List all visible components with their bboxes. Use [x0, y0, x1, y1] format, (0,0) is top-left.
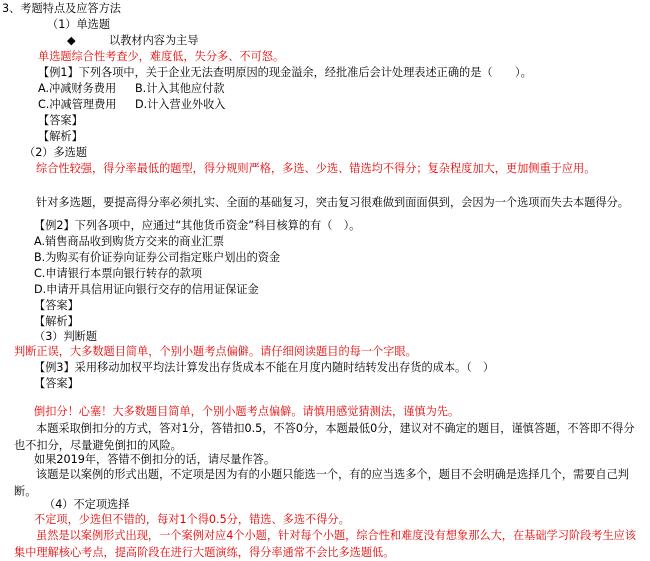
true-false-title: （3）判断题	[34, 330, 98, 343]
example-2-analysis: 【解析】	[34, 315, 79, 328]
indefinite-choice-title: （4）不定项选择	[44, 498, 130, 511]
example-3-answer: 【答案】	[34, 377, 79, 390]
example-2-option-c: C.申请银行本票向银行转存的款项	[34, 267, 202, 280]
example-1-option-c: C.冲减管理费用	[38, 98, 117, 111]
example-1-question: 【例1】下列各项中，关于企业无法查明原因的现金溢余，经批准后会计处理表述正确的是（ ）。	[38, 66, 532, 79]
example-2-answer: 【答案】	[34, 299, 79, 312]
example-1-option-b: B.计入其他应付款	[135, 82, 225, 95]
example-1-option-d: D.计入营业外收入	[135, 98, 226, 111]
year-2019-paragraph: 如果2019年，答错不倒扣分的话，请尽量作答。	[34, 453, 276, 466]
section-heading: 3、考题特点及应答方法	[2, 2, 121, 15]
bullet-diamond-icon: ◆	[67, 34, 76, 47]
example-1-answer: 【答案】	[38, 114, 83, 127]
multi-choice-note: 综合性较强，得分率最低的题型，得分规则严格，多选、少选、错选均不得分；复杂程度加大，更加侧重于应用。	[36, 162, 596, 175]
example-1-analysis: 【解析】	[38, 130, 83, 143]
bullet-text: 以教材内容为主导	[109, 34, 199, 47]
example-1-option-a: A.冲减财务费用	[38, 82, 117, 95]
multi-choice-paragraph: 针对多选题，要提高得分率必须扎实、全面的基础复习，突击复习很难做到面面俱到，会因为一个选项而失去本题得分。	[36, 196, 629, 209]
example-2-option-d: D.申请开具信用证向银行交存的信用证保证金	[34, 283, 259, 296]
multi-choice-title: （2）多选题	[24, 146, 88, 159]
single-choice-note: 单选题综合性考查少，难度低，失分多、不可怒。	[38, 50, 285, 63]
single-choice-title: （1）单选题	[47, 18, 111, 31]
scoring-paragraph: 本题采取倒扣分的方式，答对1分，答错扣0.5，不答0分，本题最低0分，建议对不确定的题目，谨慎答题，不答即不得分也不扣分，尽量避免倒扣的风险。	[14, 422, 635, 452]
indefinite-choice-detail: 虽然是以案例形式出现，一个案例对应4个小题，针对每个小题，综合性和难度没有想象那么大，在基础学习阶段考生应该集中理解核心考点，提高阶段在进行大题演练，得分率通常不会比多选题低。	[14, 529, 637, 559]
indefinite-choice-note: 不定项，少选但不错的，每对1个得0.5分，错选、多选不得分。	[34, 513, 350, 526]
example-3-question: 【例3】采用移动加权平均法计算发出存货成本不能在月度内随时结转发出存货的成本。（ ）	[34, 361, 495, 374]
example-2-option-b: B.为购买有价证券向证券公司指定账户划出的资金	[34, 251, 281, 264]
true-false-warning: 倒扣分！心塞！大多数题目简单，个别小题考点偏僻。请慎用感觉猜测法，谨慎为先。	[34, 405, 460, 418]
example-2-question: 【例2】下列各项中，应通过“其他货币资金”科目核算的有（ ）。	[34, 219, 361, 232]
case-format-paragraph: 该题是以案例的形式出题，不定项是因为有的小题只能选一个，有的应当选多个，题目不会明确是选择几个，需要自己判断。	[14, 468, 629, 498]
true-false-note: 判断正误，大多数题目简单，个别小题考点偏僻。请仔细阅读题目的每一个字眼。	[14, 345, 417, 358]
example-2-option-a: A.销售商品收到购货方交来的商业汇票	[34, 235, 225, 248]
